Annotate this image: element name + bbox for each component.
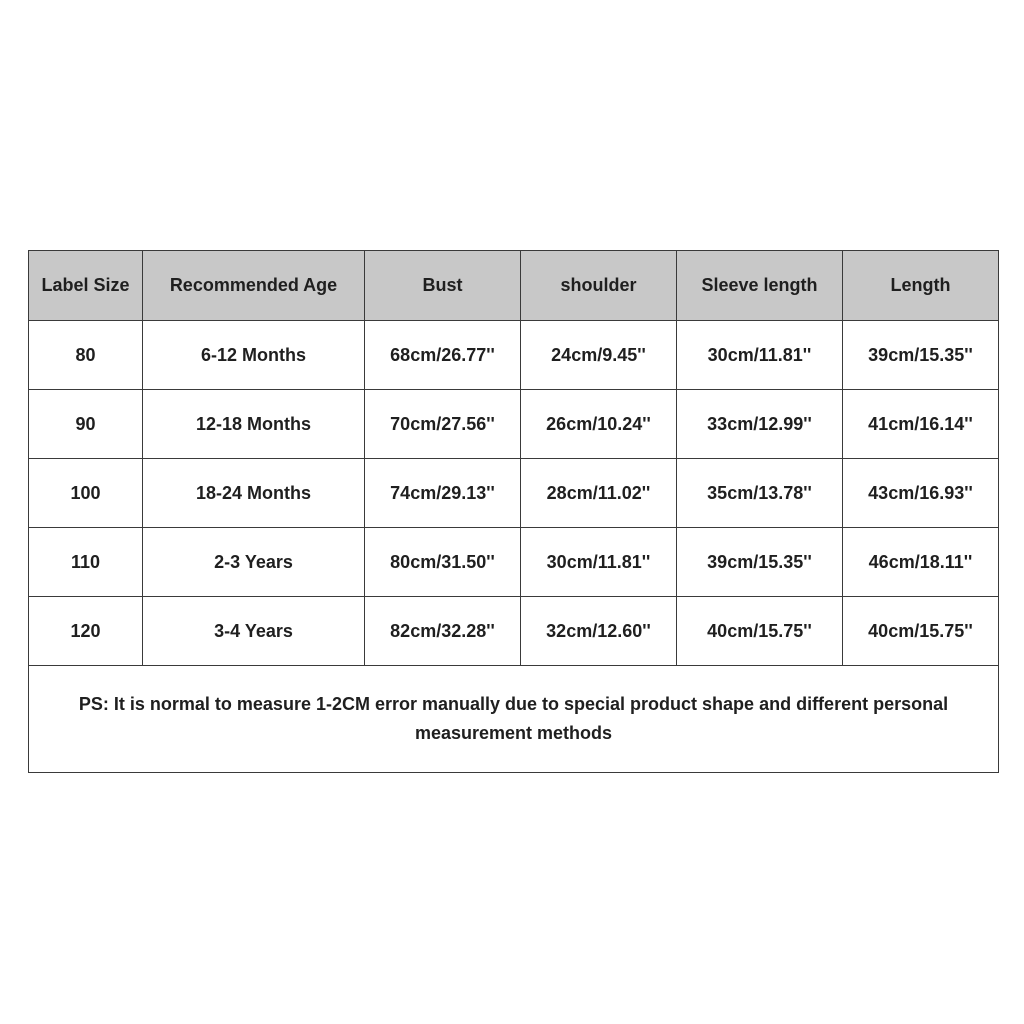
table-header: [29, 251, 999, 321]
header-label-size: Label Size: [29, 251, 143, 321]
header-row: [29, 251, 999, 321]
cell-sleeve-length: 39cm/15.35'': [677, 528, 843, 597]
cell-label-size: 90: [29, 390, 143, 459]
table-body: [29, 321, 999, 666]
cell-shoulder: 26cm/10.24'': [521, 390, 677, 459]
table-row: [29, 459, 999, 528]
header-recommended-age: Recommended Age: [143, 251, 365, 321]
cell-bust: 74cm/29.13'': [365, 459, 521, 528]
cell-length: 43cm/16.93'': [843, 459, 999, 528]
cell-shoulder: 30cm/11.81'': [521, 528, 677, 597]
size-chart-table: [28, 250, 999, 773]
cell-bust: 82cm/32.28'': [365, 597, 521, 666]
cell-recommended-age: 12-18 Months: [143, 390, 365, 459]
cell-sleeve-length: 33cm/12.99'': [677, 390, 843, 459]
table-row: [29, 390, 999, 459]
header-length: Length: [843, 251, 999, 321]
header-shoulder: shoulder: [521, 251, 677, 321]
cell-label-size: 100: [29, 459, 143, 528]
table-row: [29, 528, 999, 597]
cell-length: 46cm/18.11'': [843, 528, 999, 597]
header-sleeve-length: Sleeve length: [677, 251, 843, 321]
cell-recommended-age: 6-12 Months: [143, 321, 365, 390]
note-row: [29, 666, 999, 773]
table-footer: [29, 666, 999, 773]
cell-shoulder: 28cm/11.02'': [521, 459, 677, 528]
cell-recommended-age: 3-4 Years: [143, 597, 365, 666]
cell-bust: 70cm/27.56'': [365, 390, 521, 459]
cell-label-size: 80: [29, 321, 143, 390]
cell-sleeve-length: 40cm/15.75'': [677, 597, 843, 666]
table-row: [29, 597, 999, 666]
cell-length: 40cm/15.75'': [843, 597, 999, 666]
measurement-note: PS: It is normal to measure 1-2CM error manually due to special product shape and different personal measurement methods: [29, 666, 999, 773]
cell-recommended-age: 18-24 Months: [143, 459, 365, 528]
cell-length: 41cm/16.14'': [843, 390, 999, 459]
cell-bust: 68cm/26.77'': [365, 321, 521, 390]
cell-bust: 80cm/31.50'': [365, 528, 521, 597]
cell-label-size: 110: [29, 528, 143, 597]
header-bust: Bust: [365, 251, 521, 321]
cell-recommended-age: 2-3 Years: [143, 528, 365, 597]
cell-shoulder: 24cm/9.45'': [521, 321, 677, 390]
cell-shoulder: 32cm/12.60'': [521, 597, 677, 666]
cell-length: 39cm/15.35'': [843, 321, 999, 390]
cell-sleeve-length: 30cm/11.81'': [677, 321, 843, 390]
cell-label-size: 120: [29, 597, 143, 666]
cell-sleeve-length: 35cm/13.78'': [677, 459, 843, 528]
table-row: [29, 321, 999, 390]
